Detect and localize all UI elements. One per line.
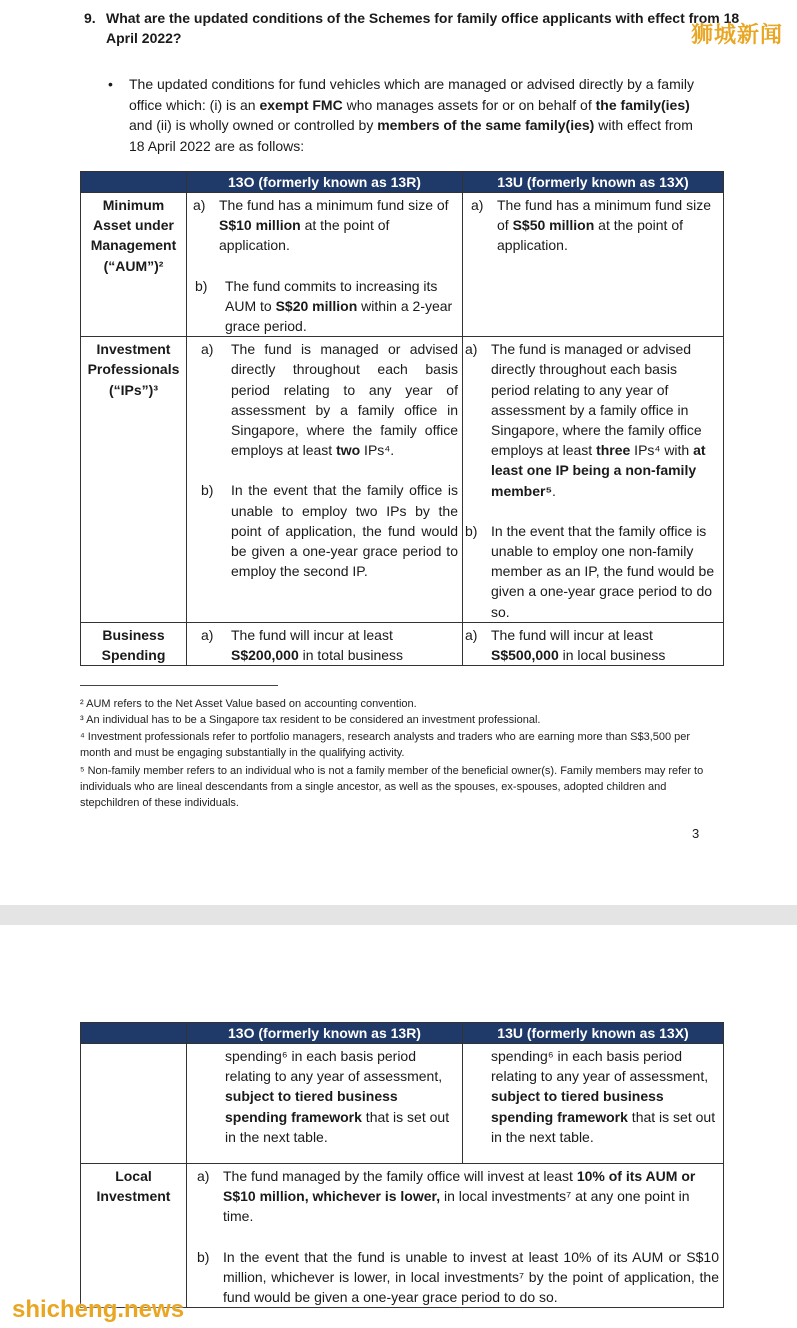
watermark-logo-top: 狮城新闻 — [690, 22, 783, 47]
question-text: What are the updated conditions of the Schemes for family office applicants with effect from 18 April 2022? — [106, 10, 740, 46]
header-13u: 13U (formerly known as 13X) — [463, 172, 724, 193]
intro-paragraph: The updated conditions for fund vehicles which are managed or advised directly by a family office which: (i) is an exempt FMC who manages assets for or on behalf of the family(ies) and (ii) is wholly owned or controlled by members of the same family(ies) with effect from 18 April 2022 are as follows: — [129, 76, 694, 154]
row-label-aum: Minimum Asset under Management (“AUM”)² — [81, 193, 187, 337]
cell-aum-13o — [187, 193, 463, 337]
list-item: b) The fund commits to increasing its AUM to S$20 million within a 2-year grace period. — [195, 277, 453, 335]
cell-ip-13o — [187, 337, 463, 623]
header-13o: 13O (formerly known as 13R) — [187, 172, 463, 193]
row-label-business-spending: Business Spending — [81, 622, 187, 665]
page-number: 3 — [692, 826, 700, 841]
watermark-logo-bottom: shicheng.news — [12, 1296, 185, 1323]
header-13u: 13U (formerly known as 13X) — [463, 1023, 724, 1044]
cell-aum-13u — [463, 193, 724, 337]
table-header-row — [81, 1023, 724, 1044]
row-label-local-investment: Local Investment — [81, 1164, 187, 1308]
list-item: a) The fund is managed or advised directly throughout each basis period relating to any year of assessment by a family office in Singapore, where the family office employs at least three IPs⁴ with at least one IP being a non-family member⁵. — [465, 341, 706, 499]
cell-ip-13u — [463, 337, 724, 623]
table-row-spending-continued — [81, 1044, 724, 1164]
row-label-ip: Investment Professionals (“IPs”)³ — [81, 337, 187, 623]
cell-spending-13o — [187, 622, 463, 665]
footnote-divider — [80, 685, 278, 686]
list-item: a) The fund has a minimum fund size of S$10 million at the point of application. — [193, 197, 449, 254]
list-item: a) The fund managed by the family office will invest at least 10% of its AUM or S$10 million, whichever is lower, in local investments⁷ at any one point in time. — [197, 1168, 696, 1225]
list-item: b) In the event that the family office is unable to employ one non-family member as an IP, the fund would be given a one-year grace period to do so. — [465, 522, 715, 620]
header-empty-cell — [81, 1023, 187, 1044]
table-header-row — [81, 172, 724, 193]
table-row-local-investment — [81, 1164, 724, 1308]
cell-spending-cont-13u: spending⁶ in each basis period relating to any year of assessment, subject to tiered business spending framework that is set out in the next table. — [463, 1044, 724, 1164]
document-page-2 — [0, 925, 797, 1328]
schemes-conditions-table-continued — [80, 1022, 724, 1308]
cell-spending-13u — [463, 622, 724, 665]
list-item: a) The fund will incur at least S$200,000 in total business — [201, 626, 404, 664]
list-item: b) In the event that the fund is unable to invest at least 10% of its AUM or S$10 million, whichever is lower, in local investments⁷ by the point of application, the fund would be given a one-year grace period to do so. — [197, 1248, 719, 1306]
schemes-conditions-table — [80, 171, 724, 666]
footnote-2: ² AUM refers to the Net Asset Value based on accounting convention. — [80, 698, 417, 710]
page-separator — [0, 905, 797, 925]
footnote-4: ⁴ Investment professionals refer to portfolio managers, research analysts and traders who are earning more than S$3,500 per month and must be engaging substantially in the qualifying activity. — [80, 731, 691, 759]
list-item: a) The fund will incur at least S$500,000 in local business — [465, 626, 666, 664]
list-item: a) The fund is managed or advised directly throughout each basis period relating to any year of assessment by a family office in Singapore, where the family office employs at least two IPs⁴. — [201, 341, 458, 459]
footnote-5: ⁵ Non-family member refers to an individual who is not a family member of the beneficial owner(s). Family members may refer to individuals who are lineal descendants from a single ancestor, as well as the spouses, ex-spouses, adopted children and stepchildren of these individuals. — [80, 765, 704, 809]
table-row-aum — [81, 193, 724, 337]
bullet-icon: • — [108, 76, 113, 92]
cell-spending-cont-13o: spending⁶ in each basis period relating to any year of assessment, subject to tiered business spending framework that is set out in the next table. — [187, 1044, 463, 1164]
header-13o: 13O (formerly known as 13R) — [187, 1023, 463, 1044]
cell-local-investment — [187, 1164, 724, 1308]
list-item: a) The fund has a minimum fund size of S$50 million at the point of application. — [471, 197, 711, 254]
question-number: 9. — [84, 10, 96, 26]
header-empty-cell — [81, 172, 187, 193]
table-row-ip — [81, 337, 724, 623]
table-row-business-spending — [81, 622, 724, 665]
list-item: b) In the event that the family office is unable to employ two IPs by the point of application, the fund would be given a one-year grace period to employ the second IP. — [201, 482, 458, 580]
footnote-3: ³ An individual has to be a Singapore tax resident to be considered an investment professional. — [80, 714, 541, 726]
empty-label-cell — [81, 1044, 187, 1164]
